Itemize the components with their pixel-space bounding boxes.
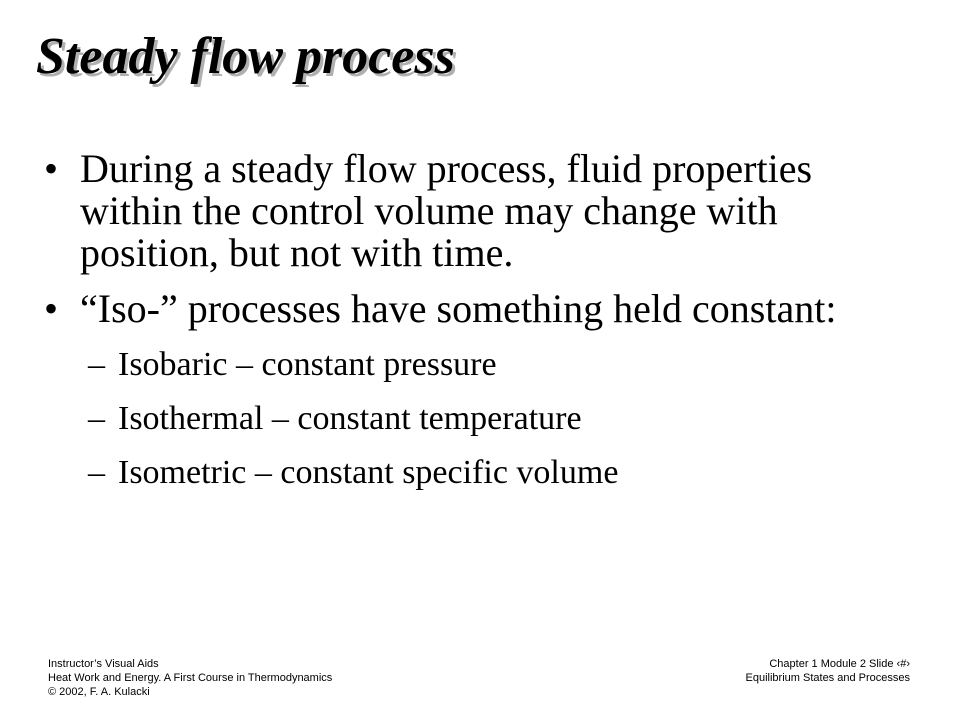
- footer-course-label: Instructor’s Visual Aids: [48, 658, 159, 670]
- footer-left: [48, 657, 332, 699]
- bullet-item: [44, 286, 880, 331]
- footer-copyright: © 2002, F. A. Kulacki: [48, 686, 150, 698]
- bullet-item: [44, 146, 880, 275]
- sub-bullet-marker: –: [88, 346, 105, 383]
- footer-right: [746, 657, 910, 685]
- slide-body: [0, 148, 960, 508]
- sub-bullet-marker: –: [88, 400, 105, 437]
- sub-bullet-item: [88, 400, 960, 438]
- footer-book-title: Heat Work and Energy. A First Course in Thermodynamics: [48, 672, 333, 684]
- bullet-marker: •: [44, 286, 59, 331]
- sub-bullet-text: Isothermal – constant temperature: [118, 400, 582, 437]
- sub-bullet-marker: –: [88, 454, 105, 491]
- sub-bullet-item: [88, 346, 960, 384]
- bullet-marker: •: [44, 146, 59, 191]
- sub-bullet-text: Isobaric – constant pressure: [118, 346, 497, 383]
- sub-bullet-item: [88, 454, 960, 492]
- bullet-text: During a steady flow process, fluid properties within the control volume may change with position, but not with time.: [80, 146, 813, 275]
- footer-section-title: Equilibrium States and Processes: [745, 672, 910, 684]
- bullet-text: “Iso-” processes have something held constant:: [80, 286, 837, 331]
- sub-bullet-text: Isometric – constant specific volume: [118, 454, 619, 491]
- slide-title: Steady flow process: [36, 28, 455, 85]
- footer-slide-number: Chapter 1 Module 2 Slide ‹#›: [769, 658, 910, 670]
